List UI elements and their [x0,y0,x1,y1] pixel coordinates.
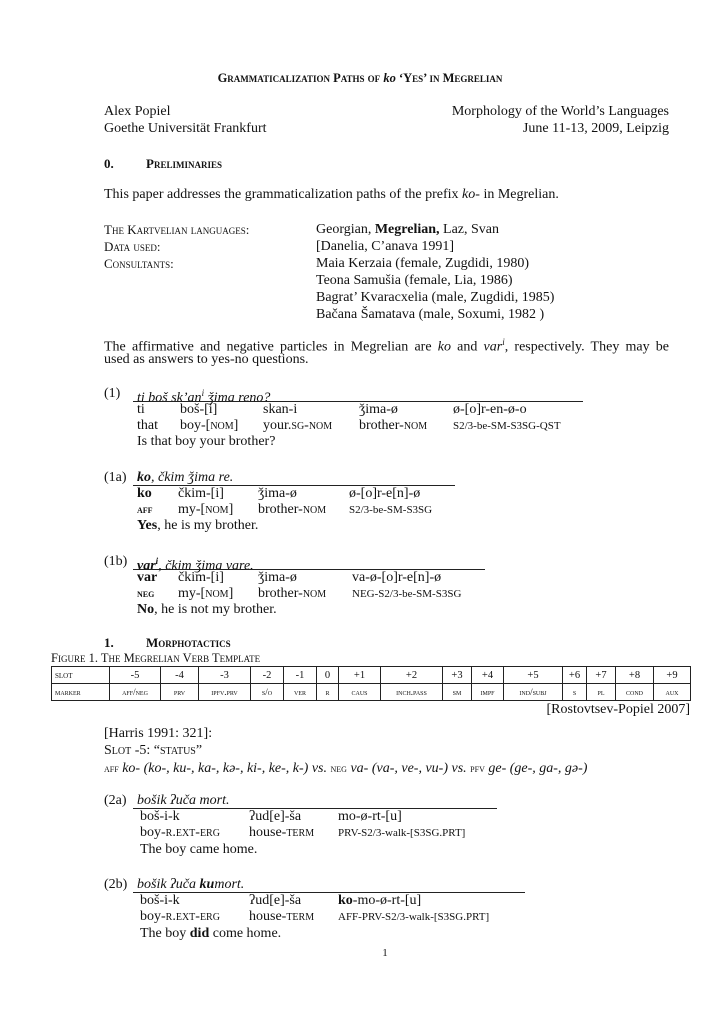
g-b: r.ext-erg [165,909,220,924]
ex2b-sentence [137,876,244,893]
marker-cell: caus [339,684,381,701]
g-a: boy-[ [180,418,211,433]
ex2a-translation: The boy came home. [140,842,258,857]
marker-cell: impf [472,684,504,701]
marker-cell: r [317,684,339,701]
author-affiliation: Goethe Universität Frankfurt [104,121,267,136]
ex1-word-1: ti [137,402,145,417]
slot-cell: +2 [381,667,443,684]
g-a: boy- [140,825,166,840]
marker-cell: marker [52,684,110,701]
slot-row [52,667,691,684]
ex1-word-5: ø-[o]r-en-ø-o [453,402,527,417]
g-b: nom [403,418,428,433]
pfv-forms: ge- (ge-, ga-, gə-) [484,761,588,776]
ex2a-gloss-1 [140,825,220,841]
slot-cell: +1 [339,667,381,684]
data-used-label: Data used: [104,239,161,254]
slot-cell: +6 [563,667,587,684]
ex1-translation: Is that boy your brother? [137,434,276,449]
t-rest: , he is not my brother. [154,602,277,617]
harris-cite: [Harris 1991: 321]: [104,726,213,741]
ex2b-number: (2b) [104,877,128,892]
pfv-label: pfv [470,763,485,775]
ex1a-gloss-3 [258,502,326,518]
ex2a-gloss-3: PRV-S2/3-walk-[S3SG.PRT] [338,827,466,839]
page-number: 1 [382,947,388,959]
ex2a-word-3: mo-ø-rt-[u] [338,809,402,824]
g-a: house- [249,825,287,840]
slot-cell: -1 [284,667,317,684]
marker-cell: cond [616,684,654,701]
ex2b-word-1: boš-i-k [140,893,180,908]
para-var-sup: i [502,337,505,347]
g-a: house- [249,909,287,924]
conference-date: June 11-13, 2009, Leipzig [522,121,669,136]
slot-cell: +3 [443,667,472,684]
ex1b-number: (1b) [104,554,128,569]
slot-cell: +7 [587,667,616,684]
intro-text [104,186,559,203]
g-b: term [286,825,315,840]
ex1b-gloss-2 [178,586,233,602]
ex1-gloss-3 [263,418,332,434]
kartvelian-value [316,221,499,238]
marker-cell: ind/subj [504,684,563,701]
para-post: , respectively. They may be [504,339,670,355]
paragraph-line-2: used as answers to yes-no questions. [104,352,309,367]
ex1b-word-4: va-ø-[o]r-e[n]-ø [352,570,442,585]
slot-cell: +9 [654,667,691,684]
ex1a-gloss-4: S2/3-be-SM-S3SG [349,504,433,516]
slot-cell: -5 [110,667,161,684]
ex1a-rest: , čkim ǯima re. [151,470,234,485]
ex1-gloss-2 [180,418,238,434]
ex2b-word-2: ʔud[e]-ša [249,893,302,908]
ex2b-gloss-3: AFF-PRV-S2/3-walk-[S3SG.PRT] [338,911,490,923]
g-b: nom [205,502,229,517]
ex1-word-3: skan-i [263,402,298,417]
ex2a-rule [133,808,497,809]
g-b: r.ext-erg [165,825,220,840]
ex2b-pre: bošik ʔuča [137,877,200,892]
ex1-gloss-4 [359,418,427,434]
g-b: nom [205,586,229,601]
slot-cell: 0 [317,667,339,684]
ex1b-gloss-3 [258,586,326,602]
ex2a-word-2: ʔud[e]-ša [249,809,302,824]
slot-cell: +5 [504,667,563,684]
marker-cell: inch.pass [381,684,443,701]
consultant-2: Teona Samušia (female, Lia, 1986) [316,273,513,288]
ex1b-word-3: ǯima-ø [258,570,297,585]
marker-cell: ver [284,684,317,701]
figure-caption: Figure 1. The Megrelian Verb Template [51,651,261,665]
title-post: ‘Yes’ in Megrelian [395,71,503,85]
verb-template-table [51,666,691,701]
marker-cell: ipfv.prv [199,684,251,701]
ex1a-word-3: ǯima-ø [258,486,297,501]
neg-label: neg [330,763,347,775]
ex2a-word-1: boš-i-k [140,809,180,824]
data-used-value: [Danelia, C’anava 1991] [316,239,454,254]
g-c: ] [228,586,234,601]
ex1b-word-2: čkim-[i] [178,570,224,585]
ex1b-word-1: var [137,570,158,585]
ex2b-gloss-2 [249,909,314,925]
intro-pre: This paper addresses the grammaticalization paths of the prefix [104,187,463,202]
g-a: boy- [140,909,166,924]
ex1b-gloss-4: NEG-S2/3-be-SM-S3SG [352,588,462,600]
marker-cell: aux [654,684,691,701]
g-b: nom [302,586,327,601]
g-c: ] [228,502,234,517]
section-1-title: Morphotactics [146,635,231,650]
section-0-title: Preliminaries [146,156,222,171]
author-name: Alex Popiel [104,104,171,119]
kartvelian-label: The Kartvelian languages: [104,222,250,237]
title-ko: ko [383,71,396,85]
ex2b-ko: ku [199,877,215,892]
intro-post: in Megrelian. [479,187,559,202]
kartvelian-pre: Georgian, [316,222,375,237]
aff-forms: ko- (ko-, ku-, ka-, kə-, ki-, ke-, k-) vs. [118,761,331,776]
t-bold: Yes [137,518,158,533]
ex1b-var: var [137,558,156,574]
g-b: term [286,909,315,924]
g-a: my-[ [178,502,206,517]
marker-cell: s [563,684,587,701]
slot-cell: -2 [251,667,284,684]
ex1a-sentence [137,469,233,486]
t-bold: No [137,602,155,617]
ex1a-word-4: ø-[o]r-e[n]-ø [349,486,421,501]
slot-cell: +4 [472,667,504,684]
g-b: nom [210,418,234,433]
intro-ko: ko- [462,187,480,202]
ex1-sup: i [201,388,205,398]
ex1b-sup: i [155,556,159,566]
g-a: brother- [359,418,404,433]
marker-cell: sm [443,684,472,701]
ex1b-translation [137,602,277,618]
aff-label: aff [104,763,119,775]
kartvelian-post: Laz, Svan [439,222,499,237]
ex2b-gloss-1 [140,909,220,925]
para-ko: ko [437,339,451,355]
slot-cell: slot [52,667,110,684]
ex1-word-4: ǯima-ø [359,402,398,417]
ex2a-gloss-2 [249,825,314,841]
slot-cell: +8 [616,667,654,684]
ex2b-word-3 [338,893,421,909]
ex2b-post: mort. [214,877,245,892]
ex1a-word-1: ko [137,486,152,501]
w-bold: ko [338,893,353,908]
marker-cell: aff/neg [110,684,161,701]
ex1-gloss-5: S2/3-be-SM-S3SG-QST [453,420,561,432]
figure-source: [Rostovtsev-Popiel 2007] [546,702,690,717]
t-post: come home. [209,926,282,941]
section-1-number: 1. [104,635,114,650]
para-pre: The affirmative and negative particles in Megrelian are [104,339,438,355]
ex2b-translation [140,926,281,942]
g-a: brother- [258,502,303,517]
w-rest: -mo-ø-rt-[u] [352,893,422,908]
consultant-4: Bačana Šamatava (male, Soxumi, 1982 ) [316,307,545,322]
g-a: your. [263,418,292,433]
conference-name: Morphology of the World’s Languages [451,104,669,119]
g-a: brother- [258,586,303,601]
ex1-word-2: boš-[i] [180,402,218,417]
marker-cell: prv [161,684,199,701]
ex1a-gloss-1: aff [137,504,153,516]
slot-line: Slot -5: “status” [104,743,203,758]
slot-cell: -3 [199,667,251,684]
para-var: var [483,339,503,355]
title-pre: Grammaticalization Paths of [217,71,384,85]
ex1-line-a: ti boš sk’an [137,390,202,406]
g-b: nom [302,502,327,517]
marker-cell: s/o [251,684,284,701]
ex1-gloss-1: that [137,418,158,433]
neg-forms: va- (va-, ve-, vu-) vs. [346,761,471,776]
para-and: and [450,339,484,355]
g-b: sg-nom [291,418,333,433]
ex1a-number: (1a) [104,470,127,485]
consultant-1: Maia Kerzaia (female, Zugdidi, 1980) [316,256,530,271]
ex2a-sentence: bošik ʔuča mort. [137,793,230,808]
ex2b-rule [133,892,525,893]
marker-row [52,684,691,701]
ex1b-rest: , čkim ǯima vare. [158,558,254,574]
marker-cell: pl [587,684,616,701]
harris-forms [104,760,587,778]
paper-title [0,70,720,87]
t-pre: The boy [140,926,190,941]
consultants-label: Consultants: [104,256,174,271]
ex1-number: (1) [104,386,121,401]
ex1b-gloss-1: neg [137,588,155,600]
ex1a-ko: ko [137,470,151,485]
t-bold: did [189,926,210,941]
section-0-number: 0. [104,156,114,171]
t-rest: , he is my brother. [157,518,259,533]
ex1a-gloss-2 [178,502,233,518]
g-a: my-[ [178,586,206,601]
ex1-line-b: ǯima reno? [204,390,271,406]
ex1a-translation [137,518,258,534]
g-c: ] [233,418,239,433]
ex1a-word-2: čkim-[i] [178,486,224,501]
kartvelian-bold: Megrelian, [374,222,440,237]
consultant-3: Bagrat’ Kvaracxelia (male, Zugdidi, 1985) [316,290,555,305]
ex2a-number: (2a) [104,793,127,808]
slot-cell: -4 [161,667,199,684]
